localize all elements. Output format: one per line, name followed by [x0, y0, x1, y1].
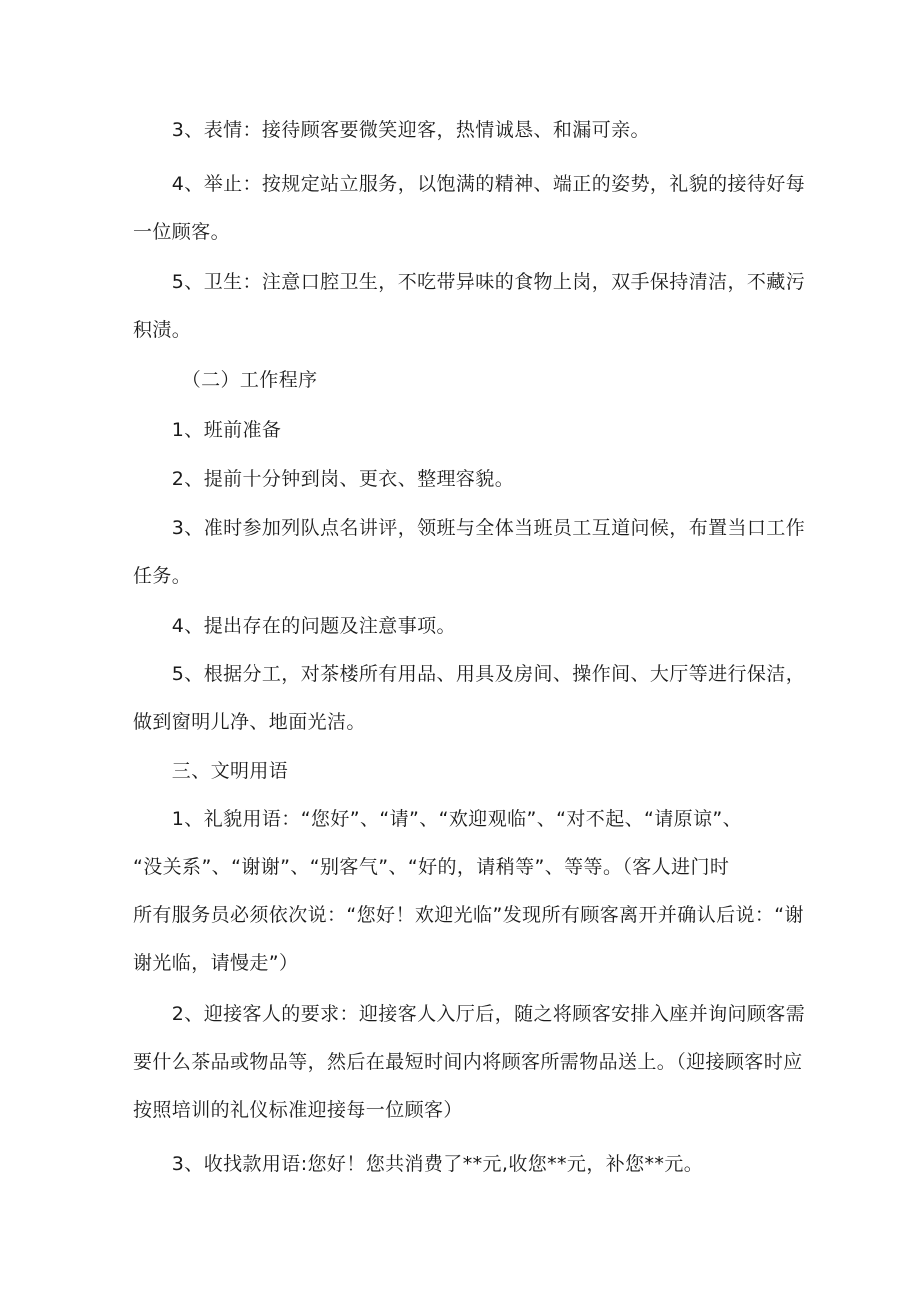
text-line: 3、准时参加列队点名讲评，领班与全体当班员工互道问候，布置当口工作 — [133, 517, 806, 539]
text-line: 4、举止：按规定站立服务，以饱满的精神、端正的姿势，礼貌的接待好每 — [133, 173, 806, 195]
text-line: 3、表情：接待顾客要微笑迎客，热情诚恳、和漏可亲。 — [133, 119, 650, 141]
paragraph-greeting-guests — [133, 990, 806, 1134]
heading-text: 三、文明用语 — [133, 760, 289, 782]
text-line: 要什么茶品或物品等，然后在最短时间内将顾客所需物品送上。（迎接顾客时应 — [133, 1051, 803, 1073]
paragraph-raise-issues — [133, 602, 793, 650]
paragraph-expression — [133, 106, 793, 154]
text-line: 积渍。 — [133, 319, 192, 341]
section-heading-polite-language — [133, 747, 793, 795]
paragraph-arrive-early — [133, 455, 793, 503]
paragraph-cleaning — [133, 650, 806, 746]
paragraph-hygiene — [133, 258, 806, 354]
paragraph-pre-shift — [133, 406, 793, 454]
text-line: “没关系”、“谢谢”、“别客气”、“好的，请稍等”、等等。（客人进门时 — [133, 856, 730, 878]
text-line: 2、提前十分钟到岗、更衣、整理容貌。 — [133, 468, 515, 490]
paragraph-payment-phrases — [133, 1140, 793, 1188]
text-line: 所有服务员必须依次说：“您好！欢迎光临”发现所有顾客离开并确认后说：“谢 — [133, 904, 804, 926]
text-line: 一位顾客。 — [133, 221, 231, 243]
text-line: 谢光临，请慢走”） — [133, 952, 299, 974]
paragraph-manner — [133, 160, 806, 256]
text-line: 5、根据分工，对茶楼所有用品、用具及房间、操作间、大厅等进行保洁， — [133, 663, 806, 685]
text-line: 1、礼貌用语：“您好”、“请”、“欢迎观临”、“对不起、“请原谅”、 — [133, 808, 743, 830]
paragraph-polite-phrases — [133, 795, 804, 987]
text-line: 5、卫生：注意口腔卫生，不吃带异味的食物上岗，双手保持清洁，不藏污 — [133, 271, 806, 293]
text-line: 3、收找款用语:您好！您共消费了**元,收您**元，补您**元。 — [133, 1153, 704, 1175]
section-heading-work-procedure — [133, 356, 793, 404]
heading-text: （二）工作程序 — [133, 369, 318, 391]
paragraph-roll-call — [133, 504, 806, 600]
text-line: 2、迎接客人的要求：迎接客人入厅后，随之将顾客安排入座并询问顾客需 — [133, 1003, 806, 1025]
text-line: 按照培训的礼仪标准迎接每一位顾客） — [133, 1099, 463, 1121]
text-line: 4、提出存在的问题及注意事项。 — [133, 615, 456, 637]
text-line: 1、班前准备 — [133, 419, 282, 441]
text-line: 任务。 — [133, 565, 192, 587]
text-line: 做到窗明儿净、地面光洁。 — [133, 711, 366, 733]
